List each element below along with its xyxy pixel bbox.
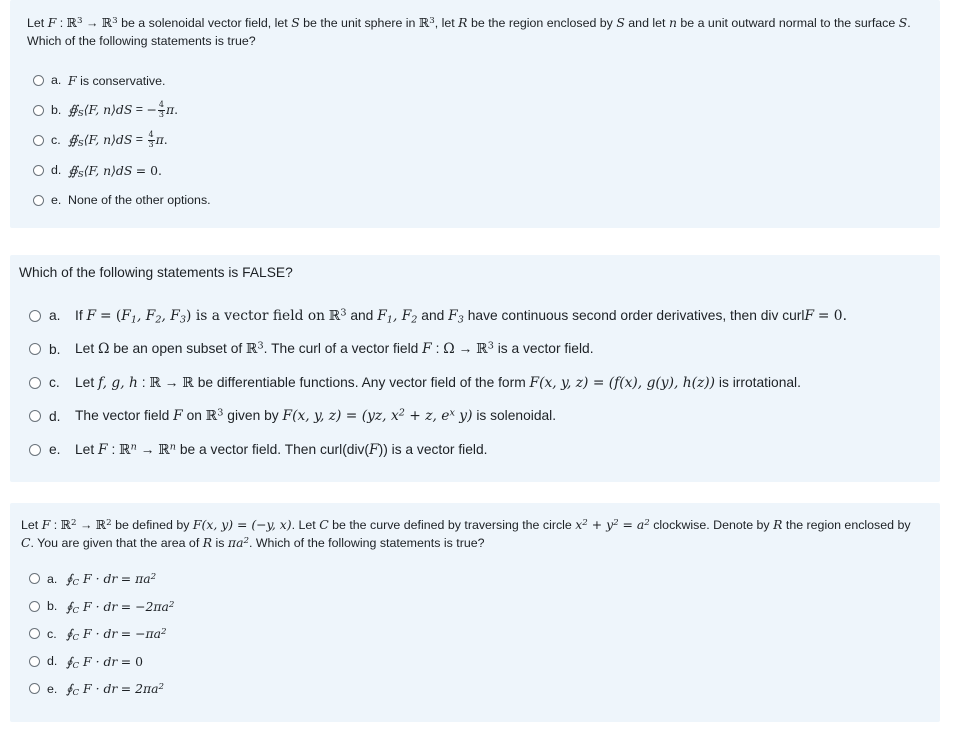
question-card-1 xyxy=(10,0,940,228)
question-2-options xyxy=(19,299,940,467)
option-2d[interactable]: d. The vector field F on ℝ$^3$ given by F(x, y, z) = (yz, $x^2 + z$, $e^x$ y) is solenoidal. xyxy=(29,400,940,434)
radio-button[interactable] xyxy=(29,628,40,639)
option-text: ∮C F · dr = $-\pi a^2$ xyxy=(66,626,167,644)
option-3d[interactable]: d. ∮C F · dr = 0 xyxy=(29,648,940,676)
option-text: ∯S⟨F, n⟩dS = − $\frac{4}{3}$ π. xyxy=(68,100,179,119)
radio-button[interactable] xyxy=(33,165,44,176)
radio-button[interactable] xyxy=(29,444,41,456)
option-text: F is conservative. xyxy=(68,72,166,88)
question-2-prompt: Which of the following statements is FALSE? xyxy=(19,265,293,280)
option-text: ∮C F · dr = $-2\pi a^2$ xyxy=(66,598,175,616)
option-text: ∯S⟨F, n⟩dS = $\frac{4}{3}$ π. xyxy=(68,130,168,149)
option-1a[interactable]: a. F is conservative. xyxy=(33,65,940,95)
option-2a[interactable]: a. If F = (F1, F2, F3) is a vector field on ℝ$^3$ and F1, F2 and F3 have continuous second order derivatives, then div curlF = 0. xyxy=(29,299,940,333)
option-3e[interactable]: e. ∮C F · dr = $2\pi a^2$ xyxy=(29,675,940,703)
option-text: Let Ω be an open subset of ℝ$^3$. The curl of a vector field F : Ω → ℝ$^3$ is a vector field. xyxy=(75,340,594,358)
option-text: ∮C F · dr = 0 xyxy=(66,653,143,671)
option-text: If F = (F1, F2, F3) is a vector field on ℝ$^3$ and F1, F2 and F3 have continuous second order derivatives, then div curlF = 0. xyxy=(75,307,847,326)
radio-button[interactable] xyxy=(33,195,44,206)
radio-button[interactable] xyxy=(29,573,40,584)
option-text: Let f, g, h : ℝ → ℝ be differentiable functions. Any vector field of the form F(x, y, z) = (f(x), g(y), h(z)) is irrotational. xyxy=(75,374,801,391)
option-2c[interactable]: c. Let f, g, h : ℝ → ℝ be differentiable functions. Any vector field of the form F(x, y, z) = (f(x), g(y), h(z)) is irrotational. xyxy=(29,366,940,400)
radio-button[interactable] xyxy=(29,410,41,422)
question-3-options xyxy=(21,565,940,703)
option-text: ∯S⟨F, n⟩dS = 0. xyxy=(68,162,162,180)
radio-button[interactable] xyxy=(29,377,41,389)
option-1e[interactable]: e. None of the other options. xyxy=(33,185,940,215)
option-2b[interactable]: b. Let Ω be an open subset of ℝ$^3$. The curl of a vector field F : Ω → ℝ$^3$ is a vector field. xyxy=(29,333,940,367)
option-text: ∮C F · dr = $\pi a^2$ xyxy=(66,571,157,589)
radio-button[interactable] xyxy=(33,105,44,116)
question-3-prompt: Let F : ℝ$^2$ → ℝ$^2$ be defined by F(x, y) = (−y, x). Let C be the curve defined by traversing the circle $x^2 + y^2 = a^2$ clockwise. Denote by R the region enclosed by C. You are given that the area of R is $\pi a^2$. Which of the following statements is true? xyxy=(21,517,911,550)
option-2e[interactable]: e. Let F : ℝ$^n$ → ℝ$^n$ be a vector field. Then curl(div(F)) is a vector field. xyxy=(29,433,940,467)
radio-button[interactable] xyxy=(29,656,40,667)
option-text: The vector field F on ℝ$^3$ given by F(x, y, z) = (yz, $x^2 + z$, $e^x$ y) is solenoidal. xyxy=(75,407,557,425)
option-3b[interactable]: b. ∮C F · dr = $-2\pi a^2$ xyxy=(29,593,940,621)
option-1d[interactable]: d. ∯S⟨F, n⟩dS = 0. xyxy=(33,155,940,185)
option-1b[interactable]: b. ∯S⟨F, n⟩dS = − $\frac{4}{3}$ π. xyxy=(33,95,940,125)
option-text: ∮C F · dr = $2\pi a^2$ xyxy=(66,681,165,699)
question-card-2 xyxy=(10,255,940,482)
radio-button[interactable] xyxy=(29,601,40,612)
radio-button[interactable] xyxy=(33,135,44,146)
option-3c[interactable]: c. ∮C F · dr = $-\pi a^2$ xyxy=(29,620,940,648)
question-1-prompt: Let F : ℝ$^3$ → ℝ$^3$ be a solenoidal vector field, let S be the unit sphere in ℝ$^3$, let R be the region enclosed by S and let n be a unit outward normal to the surface S. Which of the following statements is true? xyxy=(27,15,911,48)
option-1c[interactable]: c. ∯S⟨F, n⟩dS = $\frac{4}{3}$ π. xyxy=(33,125,940,155)
question-1-options xyxy=(27,65,940,215)
option-3a[interactable]: a. ∮C F · dr = $\pi a^2$ xyxy=(29,565,940,593)
radio-button[interactable] xyxy=(29,343,41,355)
option-text: Let F : ℝ$^n$ → ℝ$^n$ be a vector field. Then curl(div(F)) is a vector field. xyxy=(75,441,488,458)
radio-button[interactable] xyxy=(29,683,40,694)
question-card-3 xyxy=(10,503,940,722)
radio-button[interactable] xyxy=(29,310,41,322)
option-text: None of the other options. xyxy=(68,193,211,207)
radio-button[interactable] xyxy=(33,75,44,86)
